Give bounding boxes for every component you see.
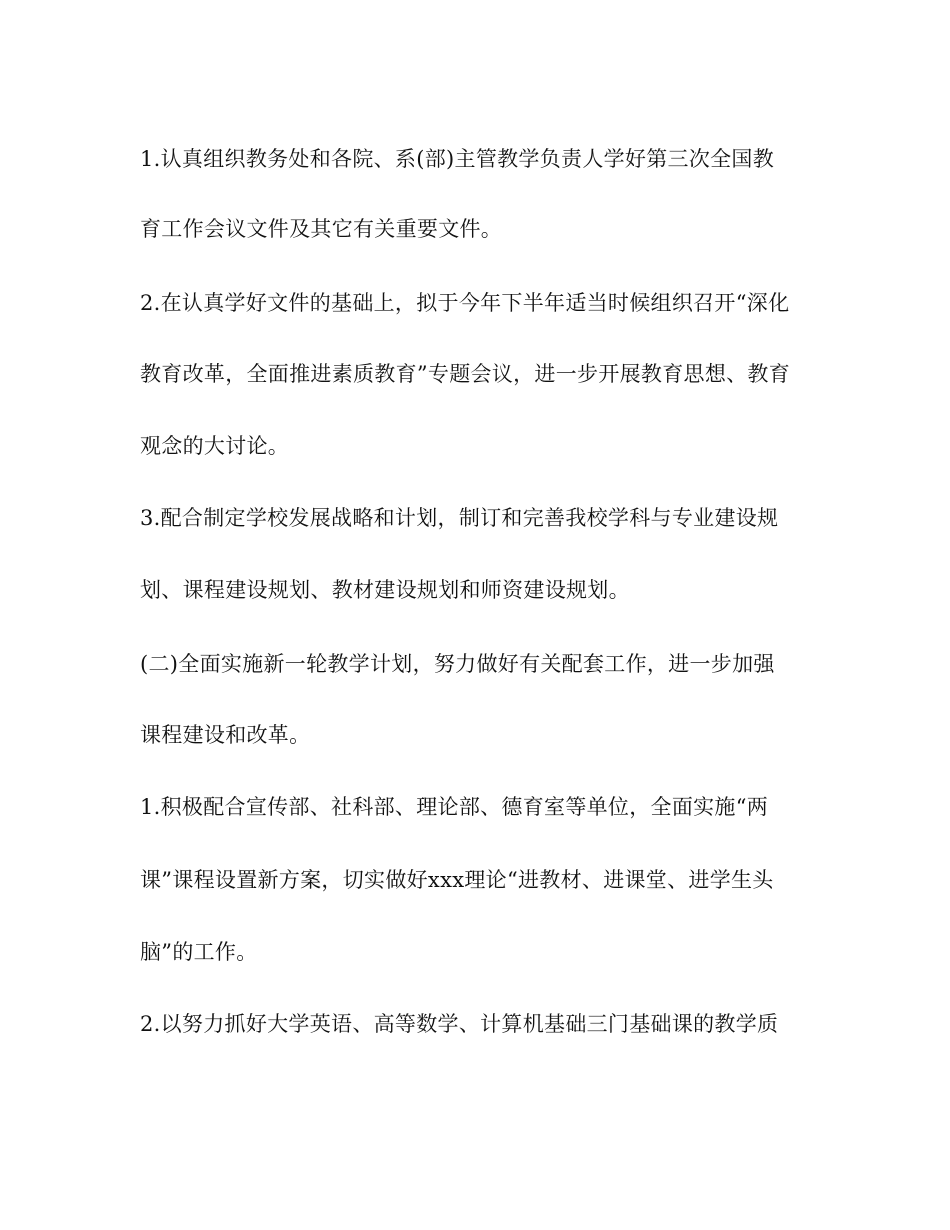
text-line: (二)全面实施新一轮教学计划，努力做好有关配套工作，进一步加强 xyxy=(140,652,775,676)
text-line: 划、课程建设规划、教材建设规划和师资建设规划。 xyxy=(140,578,630,602)
text-line: 观念的大讨论。 xyxy=(140,434,290,458)
text-line: 1.认真组织教务处和各院、系(部)主管教学负责人学好第三次全国教 xyxy=(140,147,775,171)
text-line: 2.在认真学好文件的基础上，拟于今年下半年适当时候组织召开“深化 xyxy=(140,291,790,315)
text-line: 课程建设和改革。 xyxy=(140,723,311,747)
text-line: 课”课程设置新方案，切实做好xxx理论“进教材、进课堂、进学生头 xyxy=(140,868,774,892)
text-line: 教育改革，全面推进素质教育”专题会议，进一步开展教育思想、教育 xyxy=(140,362,791,386)
text-line: 1.积极配合宣传部、社科部、理论部、德育室等单位，全面实施“两 xyxy=(140,795,769,819)
text-line: 3.配合制定学校发展战略和计划，制订和完善我校学科与专业建设规 xyxy=(140,506,779,530)
text-line: 2.以努力抓好大学英语、高等数学、计算机基础三门基础课的教学质 xyxy=(140,1012,779,1036)
text-line: 育工作会议文件及其它有关重要文件。 xyxy=(140,217,503,241)
text-line: 脑”的工作。 xyxy=(140,940,258,964)
